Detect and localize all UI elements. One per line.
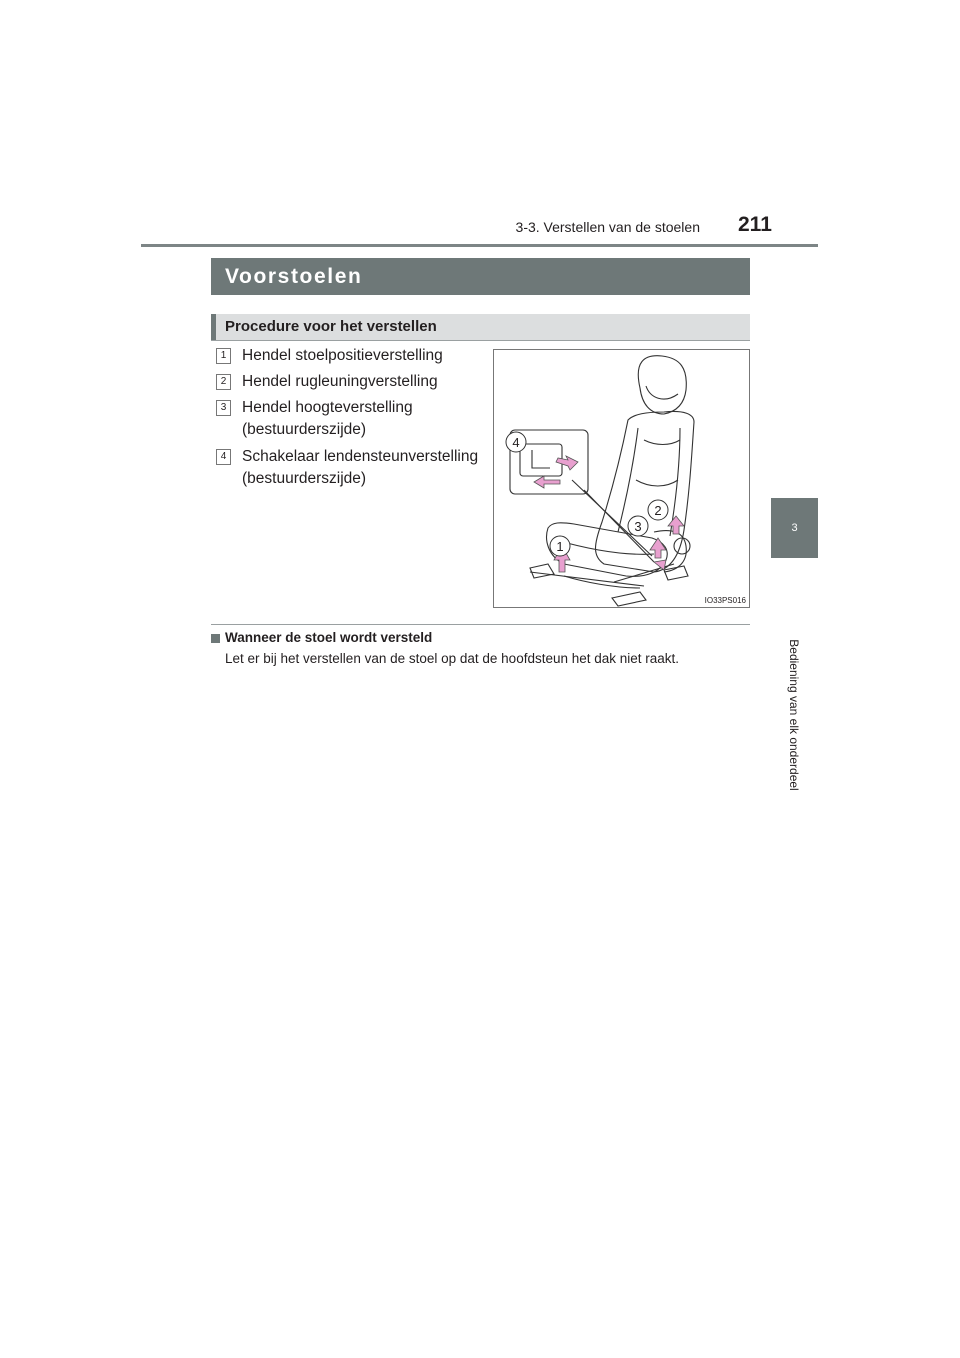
item-number: 2	[216, 374, 231, 390]
header-rule	[141, 244, 818, 247]
item-text: Schakelaar lendensteunverstelling (bestuurderszijde)	[242, 448, 479, 487]
chapter-tab	[771, 498, 818, 558]
item-number: 4	[216, 449, 231, 465]
callout-1-label: 1	[556, 539, 564, 554]
procedure-rule	[211, 340, 750, 341]
item-text: Hendel hoogteverstelling (bestuurderszijde)	[242, 399, 413, 438]
page-number: 211	[738, 213, 772, 236]
figure-code: IO33PS016	[704, 596, 746, 605]
seat-illustration	[493, 349, 750, 608]
chapter-number: 3	[791, 522, 798, 534]
item-number: 1	[216, 348, 231, 364]
note-title: Wanneer de stoel wordt versteld	[225, 630, 433, 645]
callout-3-label: 3	[634, 519, 642, 534]
item-text: Hendel stoelpositieverstelling	[242, 347, 443, 364]
item-text: Hendel rugleuningverstelling	[242, 373, 438, 390]
note-bullet-icon	[211, 634, 220, 643]
callout-4-label: 4	[512, 435, 520, 450]
section-rule	[211, 624, 750, 625]
page-title: Voorstoelen	[211, 258, 750, 295]
seat-drawing	[494, 350, 749, 607]
callout-2-label: 2	[654, 503, 662, 518]
section-label: 3-3. Verstellen van de stoelen	[515, 219, 700, 235]
procedure-heading: Procedure voor het verstellen	[211, 314, 750, 340]
chapter-title: Bediening van elk onderdeel	[787, 639, 801, 791]
item-number: 3	[216, 400, 231, 416]
note-text: Let er bij het verstellen van de stoel op dat de hoofdsteun het dak niet raakt.	[225, 651, 680, 666]
